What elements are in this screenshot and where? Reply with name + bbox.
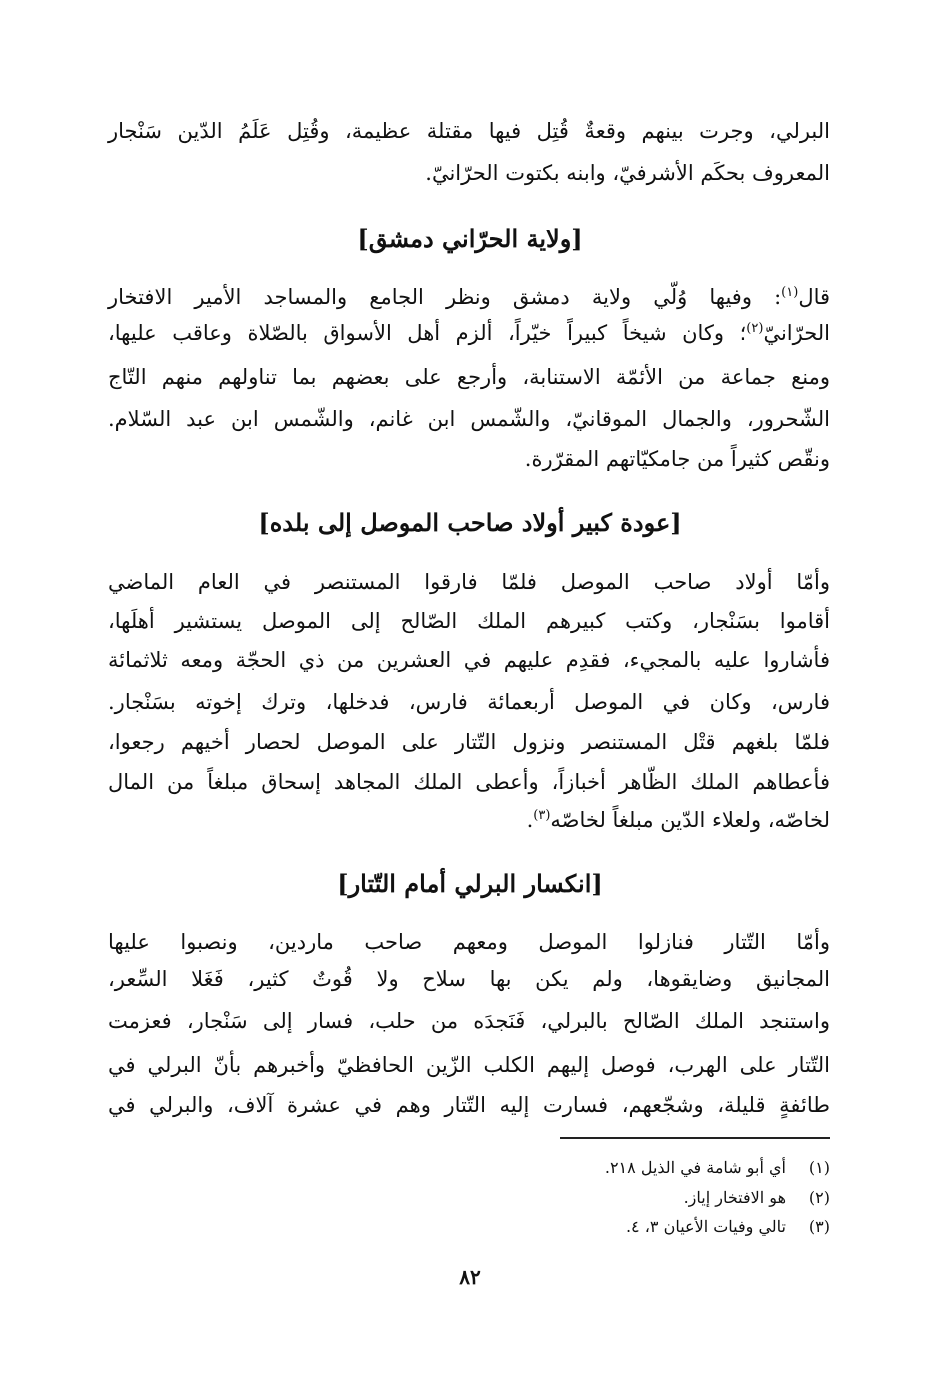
paragraph-line: وأمّا أولاد صاحب الموصل فلمّا فارقوا المستنصر في العام الماضي	[108, 570, 830, 594]
line-text: لخاصّه، ولعلاء الدّين مبلغاً لخاصّه	[550, 808, 830, 832]
paragraph-line	[108, 803, 830, 837]
section-heading-harrani-damascus: [ولاية الحرّاني دمشق]	[357, 224, 583, 253]
paragraph-line: أقاموا بسَنْجار، وكتب كبيرهم الملك الصّالح إلى الموصل يستشير أهلَها،	[108, 609, 830, 633]
line-text: الحرّانيّ	[763, 321, 830, 345]
paragraph-line: فأشاروا عليه بالمجيء، فقدِم عليهم في العشرين من ذي الحجّة ومعه ثلاثمائة	[108, 648, 830, 672]
page-number: ٨٢	[459, 1265, 481, 1289]
paragraph-line: فأعطاهم الملك الظّاهر أخبازاً، وأعطى الملك المجاهد إسحاق مبلغاً من المال	[108, 770, 830, 794]
paragraph-line: ونقّص كثيراً من جامكيّاتهم المقرّرة.	[524, 447, 830, 471]
footnote-ref-2: (٢)	[746, 321, 764, 336]
line-text: .	[526, 808, 534, 832]
paragraph-line: المجانيق وضايقوها، ولم يكن بها سلاح ولا قُوتٌ كثير، فَغَلا السِّعر،	[108, 967, 830, 991]
footnote-divider	[560, 1137, 830, 1139]
footnote-text: أي أبو شامة في الذيل ٢١٨.	[604, 1158, 786, 1177]
footnote-number: (٣)	[808, 1217, 830, 1236]
footnote-ref-3: (٣)	[533, 808, 551, 823]
footnote-3	[130, 1214, 830, 1240]
section-heading-burli-defeat: [انكسار البرلي أمام التّتار]	[337, 869, 603, 898]
paragraph-line: واستنجد الملك الصّالح بالبرلي، فَنَجدَه من حلب، فسار إلى سَنْجار، فعزمت	[108, 1009, 830, 1033]
paragraph-line: طائفةٍ قليلة، وشجّعهم، فسارت إليه التّتار وهم في عشرة آلاف، والبرلي في	[108, 1093, 830, 1117]
paragraph-line: وأمّا التّتار فنازلوا الموصل ومعهم صاحب ماردين، ونصبوا عليها	[108, 930, 830, 954]
section-heading-mosul-return: [عودة كبير أولاد صاحب الموصل إلى بلده]	[258, 508, 682, 537]
paragraph-line	[108, 280, 830, 314]
footnote-1	[130, 1155, 830, 1181]
paragraph-line: التّتار على الهرب، فوصل إليهم الكلب الزّين الحافظيّ وأخبرهم بأنّ البرلي في	[108, 1053, 830, 1077]
line-text: : وفيها وُلّي ولاية دمشق ونظر الجامع والمساجد الأمير الافتخار	[108, 285, 782, 309]
paragraph-line: فلمّا بلغهم قتْل المستنصر ونزول التّتار على الموصل لحصار أخيهم رجعوا،	[108, 730, 830, 754]
footnote-number: (٢)	[808, 1188, 830, 1207]
footnote-text: هو الافتخار إياز.	[683, 1188, 786, 1207]
footnote-number: (١)	[808, 1158, 830, 1177]
paragraph-line: فارس، وكان في الموصل أربعمائة فارس، فدخلها، وترك إخوته بسَنْجار.	[108, 690, 830, 714]
line-text: ؛ وكان شيخاً كبيراً خيّراً، ألزم أهل الأسواق بالصّلاة وعاقب عليها،	[108, 321, 747, 345]
paragraph-line: المعروف بحكَم الأشرفيّ، وابنه بكتوت الحرّانيّ.	[425, 161, 830, 185]
footnote-text: تالي وفيات الأعيان ٣، ٤.	[625, 1217, 786, 1236]
line-text: قال	[798, 285, 831, 309]
paragraph-line: البرلي، وجرت بينهم وقعةٌ قُتِل فيها مقتلة عظيمة، وقُتِل عَلَمُ الدّين سَنْجار	[108, 119, 830, 143]
paragraph-line	[108, 316, 830, 350]
paragraph-line: الشّحرور، والجمال الموقانيّ، والشّمس ابن غانم، والشّمس ابن عبد السّلام.	[108, 407, 830, 431]
footnote-ref-1: (١)	[781, 285, 799, 300]
footnote-2	[130, 1185, 830, 1211]
paragraph-line: ومنع جماعة من الأئمّة الاستنابة، وأرجع على بعضهم بما تناولهم منهم التّاج	[108, 365, 830, 389]
